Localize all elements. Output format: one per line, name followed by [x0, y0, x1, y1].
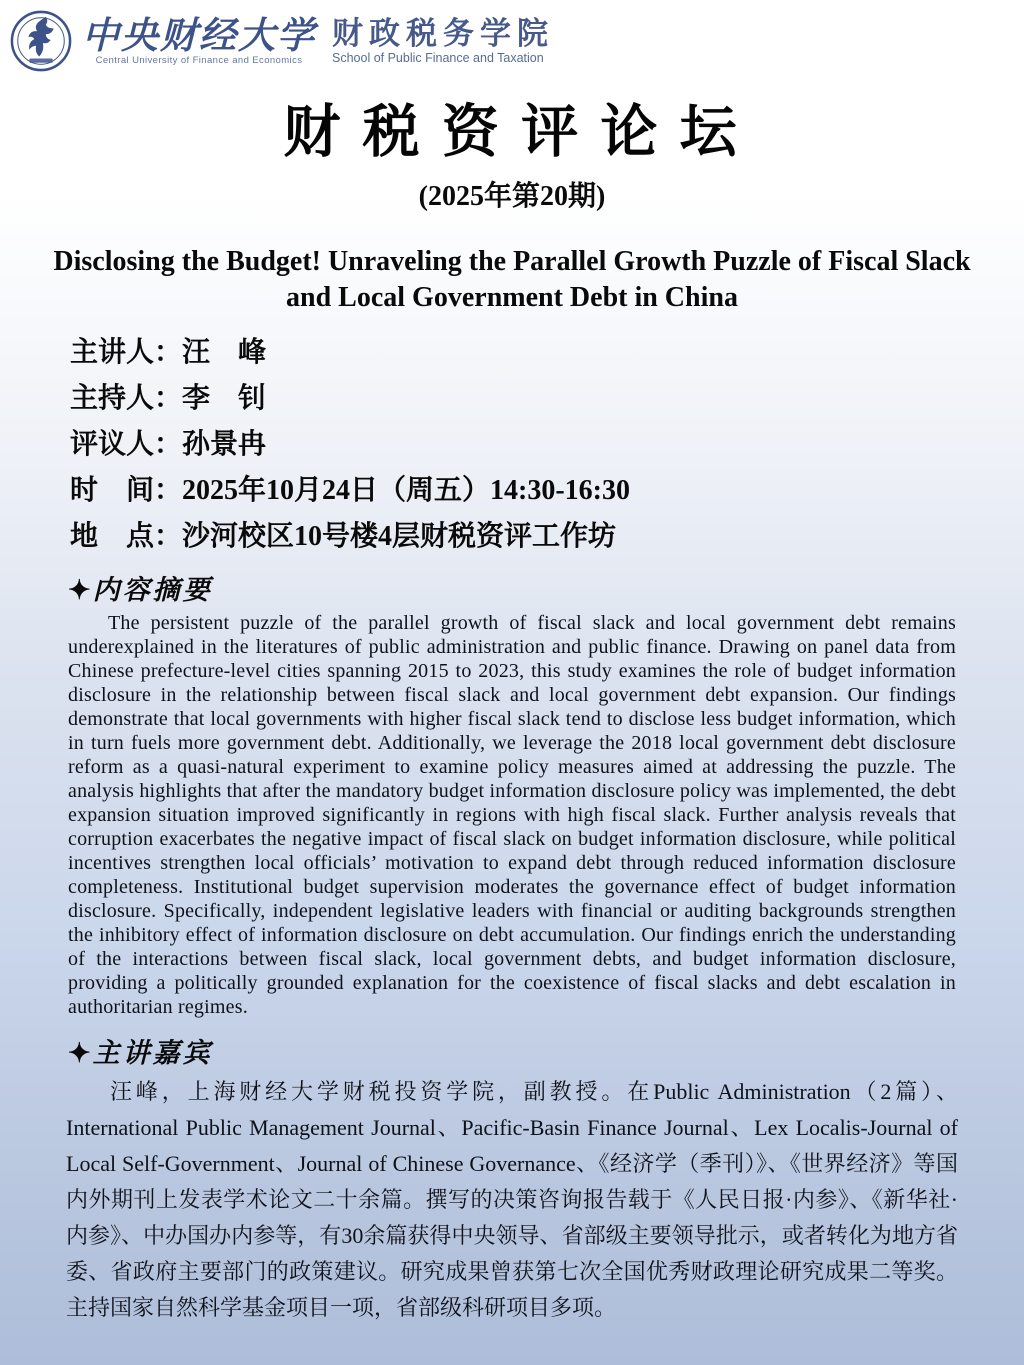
detail-label: 地 点： [70, 521, 183, 553]
detail-row-host [70, 384, 1024, 413]
diamond-bullet-icon: ✦ [68, 575, 91, 606]
school-name-block [332, 17, 554, 65]
school-name-en: School of Public Finance and Taxation [332, 51, 544, 66]
detail-label: 主持人： [70, 383, 183, 415]
abstract-body: The persistent puzzle of the parallel growth of fiscal slack and local government debt remains underexplained in the literatures of public administration and public finance. Drawing on panel data from Chinese prefecture-level cities spanning 2015 to 2023, this study examines the role of budget information disclosure in the relationship between fiscal slack and local government debt expansion. Our findings demonstrate that local governments with higher fiscal slack tend to disclose less budget information, which in turn fuels more government debt. Additionally, we leverage the 2018 local government debt disclosure reform as a quasi-natural experiment to examine policy measures aimed at addressing the puzzle. The analysis highlights that after the mandatory budget information disclosure policy was implemented, the debt expansion situation improved significantly in regions with high fiscal slack. Further analysis reveals that corruption exacerbates the negative impact of fiscal slack on budget information disclosure, while political incentives strengthen local officials’ motivation to expand debt through reduced information disclosure completeness. Institutional budget supervision moderates the governance effect of budget information disclosure. Specifically, independent legislative leaders with financial or auditing backgrounds strengthen the inhibitory effect of information disclosure on debt accumulation. Our findings enrich the understanding of the interactions between fiscal slack, local government debts, and budget information disclosure, providing a politically grounded explanation for the coexistence of fiscal slacks and debt escalation in authoritarian regimes. [68, 612, 956, 1019]
detail-label: 主讲人： [70, 337, 183, 369]
issue-number: (2025年第20期) [418, 180, 606, 212]
detail-row-discussant [70, 430, 1024, 459]
detail-row-time [70, 476, 1024, 505]
detail-value: 沙河校区10号楼4层财税资评工作坊 [182, 521, 617, 553]
speaker-bio: 汪峰，上海财经大学财税投资学院，副教授。在Public Administration（2篇）、International Public Management Journal、Pacific-Basin Finance Journal、Lex Localis-Journal of Local Self-Government、Journal of Chinese Governance、《经济学（季刊）》、《世界经济》等国内外期刊上发表学术论文二十余篇。撰写的决策咨询报告载于《人民日报·内参》、《新华社·内参》、中办国办内参等，有30余篇获得中央领导、省部级主要领导批示，或者转化为地方省委、省政府主要部门的政策建议。研究成果曾获第七次全国优秀财政理论研究成果二等奖。主持国家自然科学基金项目一项，省部级科研项目多项。 [66, 1079, 958, 1321]
speaker-section-heading [68, 1031, 1024, 1070]
university-name-cn: 中央财经大学 [82, 13, 316, 58]
university-name-en: Central University of Finance and Economics [95, 54, 303, 66]
speaker-heading-text: 主讲嘉宾 [92, 1038, 213, 1069]
forum-title: 财 税 资 评 论 坛 [283, 101, 741, 164]
detail-label: 评议人： [70, 429, 183, 461]
detail-value: 2025年10月24日（周五）14:30-16:30 [182, 475, 630, 507]
detail-row-location [70, 522, 1024, 551]
diamond-bullet-icon: ✦ [68, 1038, 91, 1069]
detail-value: 孙景冉 [182, 429, 267, 461]
detail-row-speaker [70, 338, 1024, 367]
abstract-section-heading [68, 568, 1024, 607]
detail-value: 李 钊 [182, 383, 267, 415]
event-details [70, 338, 1024, 551]
university-seal-icon [10, 10, 72, 72]
abstract-heading-text: 内容摘要 [92, 575, 213, 606]
school-name-cn: 财政税务学院 [332, 15, 554, 51]
talk-title: Disclosing the Budget! Unraveling the Parallel Growth Puzzle of Fiscal Slack and Local Government Debt in China [53, 245, 971, 313]
header [0, 0, 1024, 74]
university-name-block [82, 13, 316, 66]
detail-value: 汪 峰 [182, 337, 267, 369]
detail-label: 时 间： [70, 475, 183, 507]
